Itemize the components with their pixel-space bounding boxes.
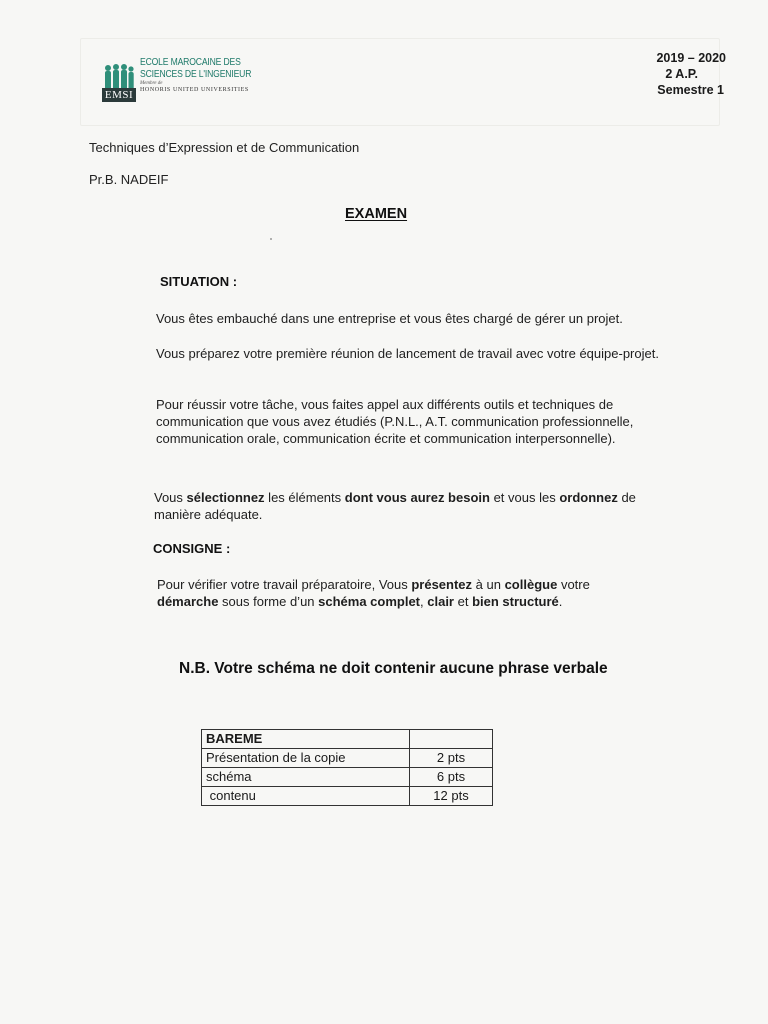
- consigne-bold: collègue: [504, 577, 558, 592]
- consigne-bold: schéma complet: [318, 594, 421, 609]
- bareme-header-empty: [410, 730, 493, 749]
- p4-bold-ordonnez: ordonnez: [559, 490, 618, 505]
- consigne-bold: bien structuré: [472, 594, 559, 609]
- consigne-paragraph: [157, 576, 637, 610]
- nb-note: N.B. Votre schéma ne doit contenir aucune phrase verbale: [179, 660, 608, 677]
- p4-text: les éléments: [264, 490, 345, 505]
- level: 2 A.P.: [665, 67, 698, 81]
- consigne-text: votre: [557, 577, 590, 592]
- scan-speck: [270, 238, 272, 240]
- situation-paragraph-1: Vous êtes embauché dans une entreprise et vous êtes chargé de gérer un projet.: [156, 311, 623, 326]
- exam-title: EXAMEN: [345, 206, 408, 222]
- p4-bold-besoin: dont vous aurez besoin: [344, 490, 490, 505]
- consigne-label: CONSIGNE :: [153, 541, 231, 556]
- consigne-text: sous forme d’un: [218, 594, 319, 609]
- consigne-text: ,: [420, 594, 428, 609]
- semester: Semestre 1: [657, 83, 724, 97]
- bareme-row-label: Présentation de la copie: [202, 749, 410, 768]
- situation-label: SITUATION :: [160, 274, 238, 289]
- p4-text: de manière adéquate.: [154, 490, 636, 522]
- p4-text: Vous: [154, 490, 187, 505]
- p4-text: et vous les: [489, 490, 560, 505]
- bareme-header: BAREME: [202, 730, 410, 749]
- school-logo: [102, 54, 262, 106]
- bareme-row-label: contenu: [202, 787, 410, 806]
- bareme-row-points: 2 pts: [410, 749, 493, 768]
- bareme-row-points: 12 pts: [410, 787, 493, 806]
- consigne-bold: clair: [427, 594, 454, 609]
- university-name: HONORIS UNITED UNIVERSITIES: [140, 87, 249, 93]
- situation-paragraph-4: [154, 489, 669, 523]
- logo-text: [140, 56, 270, 94]
- consigne-text: et: [454, 594, 473, 609]
- bareme-table: [201, 729, 493, 806]
- bareme-row-label: schéma: [202, 768, 410, 787]
- member-of-text: Membre de: [140, 81, 163, 86]
- table-row: [202, 787, 493, 806]
- consigne-text: Pour vérifier votre travail préparatoire, Vous: [157, 577, 412, 592]
- professor-name: Pr.B. NADEIF: [89, 172, 169, 187]
- p4-bold-selectionnez: sélectionnez: [186, 490, 265, 505]
- academic-year: 2019 – 2020: [656, 51, 726, 65]
- bareme-row-points: 6 pts: [410, 768, 493, 787]
- course-title: Techniques d’Expression et de Communication: [89, 140, 360, 155]
- consigne-text: à un: [472, 577, 505, 592]
- consigne-bold: présentez: [411, 577, 473, 592]
- situation-paragraph-3: Pour réussir votre tâche, vous faites appel aux différents outils et techniques de communication que vous avez étudiés (P.N.L., A.T. communication professionnelle, communication orale, communication écrite et communication interpersonnelle).: [156, 397, 634, 446]
- table-row: [202, 749, 493, 768]
- consigne-text: .: [558, 594, 563, 609]
- table-row: [202, 768, 493, 787]
- consigne-bold: démarche: [157, 594, 219, 609]
- year-block: [636, 50, 726, 98]
- table-header-row: [202, 730, 493, 749]
- school-name-line1: ECOLE MAROCAINE DES: [140, 56, 241, 68]
- emsi-badge: EMSI: [102, 88, 136, 102]
- situation-paragraph-2: Vous préparez votre première réunion de lancement de travail avec votre équipe-projet.: [156, 346, 659, 361]
- school-name-line2: SCIENCES DE L'INGENIEUR: [140, 68, 252, 80]
